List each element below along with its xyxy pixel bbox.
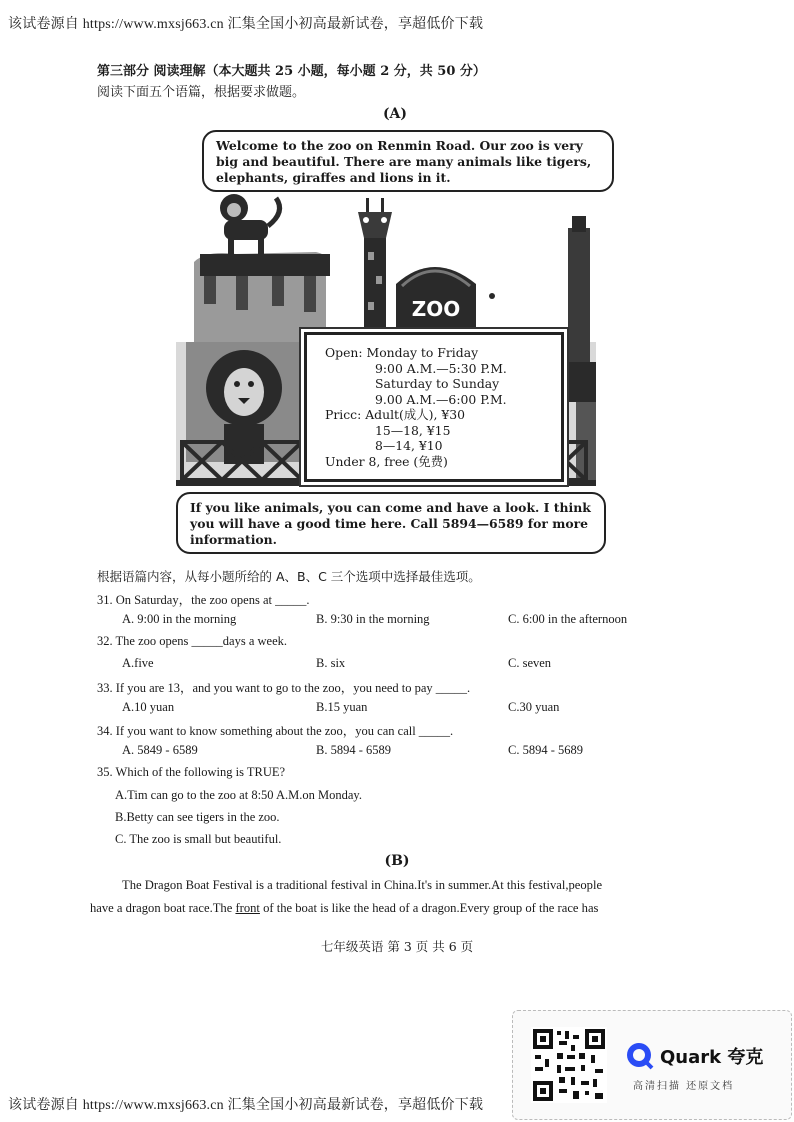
question-34-option-a: A. 5849 - 6589 — [122, 743, 198, 757]
weekend-hours: 9.00 A.M.—6:00 P.M. — [375, 391, 507, 407]
question-34-stem: 34. If you want to know something about the zoo，you can call _____. — [97, 724, 454, 738]
question-32-stem: 32. The zoo opens _____days a week. — [97, 634, 288, 648]
question-35-option-b: B.Betty can see tigers in the zoo. — [115, 810, 280, 824]
quark-scan-badge — [512, 1010, 792, 1120]
zoo-info-board — [304, 332, 564, 482]
question-33-option-c: C.30 yuan — [508, 700, 560, 714]
question-32-option-a: A.five — [122, 656, 154, 670]
source-watermark-top: 该试卷源自 https://www.mxsj663.cn 汇集全国小初高最新试卷，享超低价下载 — [8, 17, 484, 32]
question-32-option-b: B. six — [316, 656, 346, 670]
question-35-option-c: C. The zoo is small but beautiful. — [115, 832, 282, 846]
question-33-option-b: B.15 yuan — [316, 700, 368, 714]
question-33-stem: 33. If you are 13，and you want to go to the zoo，you need to pay _____. — [97, 681, 471, 695]
weekend-days: Saturday to Sunday — [375, 376, 500, 391]
section-title: 第三部分 阅读理解（本大题共 25 小题，每小题 2 分，共 50 分） — [97, 64, 486, 79]
section-instruction: 阅读下面五个语篇，根据要求做题。 — [97, 85, 306, 100]
question-31-stem: 31. On Saturday，the zoo opens at _____. — [97, 593, 310, 607]
quark-brand: Quark 夸克 — [660, 1047, 764, 1068]
zoo-poster — [176, 126, 606, 554]
qr-code-icon — [531, 1027, 607, 1103]
quark-logo — [625, 1041, 763, 1071]
price-8-14: 8—14, ¥10 — [375, 438, 443, 453]
passage-b-line-1: The Dragon Boat Festival is a traditional festival in China.It's in summer.At this festival,people — [122, 878, 603, 892]
question-35-option-a: A.Tim can go to the zoo at 8:50 A.M.on Monday. — [115, 788, 362, 802]
page-footer: 七年级英语 第 3 页 共 6 页 — [320, 939, 474, 954]
price-under-8: Under 8, free (免费) — [325, 453, 448, 469]
quark-slogan: 高清扫描 还原文档 — [633, 1081, 735, 1092]
open-label: Open: Monday to Friday — [325, 345, 479, 360]
questions-instruction: 根据语篇内容，从每小题所给的 A、B、C 三个选项中选择最佳选项。 — [97, 569, 481, 584]
contact-bubble: If you like animals, you can come and have a look. I think you will have a good time here. Call 5894—6589 for more information. — [176, 492, 606, 554]
quark-logo-icon — [625, 1041, 655, 1071]
question-33-option-a: A.10 yuan — [122, 700, 175, 714]
price-adult: Pricc: Adult(成人), ¥30 — [325, 407, 465, 422]
question-32-option-c: C. seven — [508, 656, 552, 670]
question-31-option-b: B. 9:30 in the morning — [316, 612, 430, 626]
question-31-option-a: A. 9:00 in the morning — [122, 612, 237, 626]
passage-b-label: (B) — [384, 853, 410, 869]
question-34-option-b: B. 5894 - 6589 — [316, 743, 391, 757]
question-35-stem: 35. Which of the following is TRUE? — [97, 765, 286, 779]
underlined-word: front — [235, 901, 260, 915]
weekday-hours: 9:00 A.M.—5:30 P.M. — [375, 360, 507, 376]
welcome-bubble: Welcome to the zoo on Renmin Road. Our zoo is very big and beautiful. There are many animals like tigers, elephants, giraffes and lions in it. — [202, 130, 614, 192]
source-watermark-bottom: 该试卷源自 https://www.mxsj663.cn 汇集全国小初高最新试卷，享超低价下载 — [8, 1098, 484, 1113]
passage-b-line-2: have a dragon boat race.The front of the boat is like the head of a dragon.Every group of the race has — [90, 901, 599, 915]
question-34-option-c: C. 5894 - 5689 — [508, 743, 583, 757]
price-15-18: 15—18, ¥15 — [375, 422, 451, 438]
zoo-sign: ZOO — [411, 297, 461, 321]
question-31-option-c: C. 6:00 in the afternoon — [508, 612, 628, 626]
passage-a-label: (A) — [382, 106, 408, 122]
